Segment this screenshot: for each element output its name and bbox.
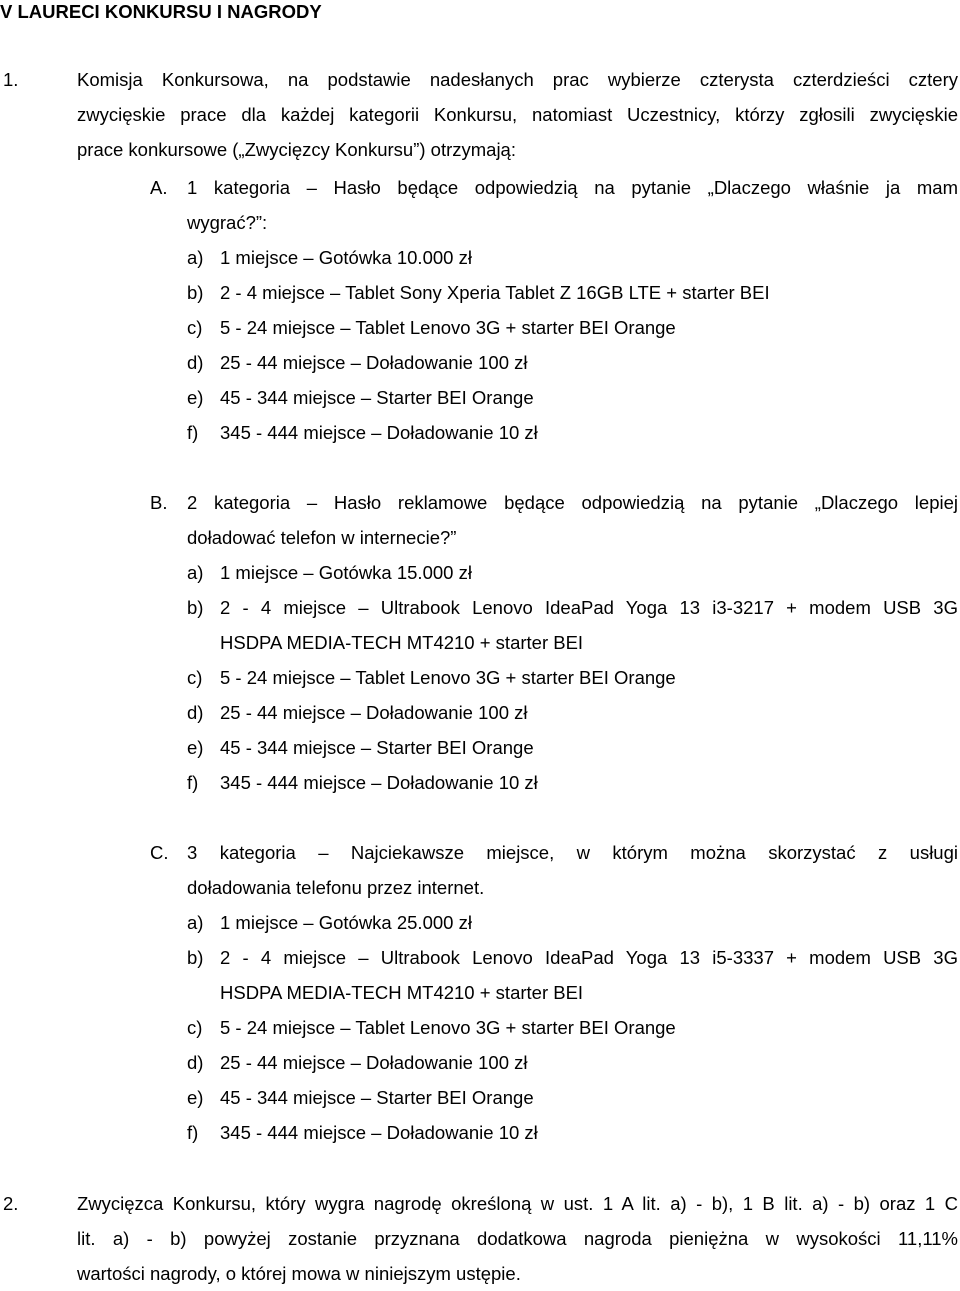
prize-text: 2 - 4 miejsce – Ultrabook Lenovo IdeaPad Yoga 13 i5-3337 + modem USB 3G [220,947,958,968]
prize-item [187,905,958,940]
category-heading-line: 2 kategoria – Hasło reklamowe będące odpowiedzią na pytanie „Dlaczego lepiej [187,492,958,513]
prize-text: 25 - 44 miejsce – Doładowanie 100 zł [220,1052,528,1073]
category-letter: B. [150,492,168,513]
prize-text: 45 - 344 miejsce – Starter BEI Orange [220,387,534,408]
prize-label: a) [187,562,204,583]
prize-label: a) [187,247,204,268]
prize-label: f) [187,1122,199,1143]
prize-item [187,345,958,380]
prize-label: e) [187,1087,204,1108]
paragraph-number: 2. [3,1193,19,1214]
paragraph-line: prace konkursowe („Zwycięzcy Konkursu”) otrzymają: [77,139,516,160]
prize-label: b) [187,947,204,968]
prize-item [187,940,958,1010]
prize-text: 25 - 44 miejsce – Doładowanie 100 zł [220,702,528,723]
paragraph-body [77,1186,958,1291]
prize-text-continued: HSDPA MEDIA-TECH MT4210 + starter BEI [220,632,584,653]
prize-item [187,1010,958,1045]
category-a [150,170,958,450]
paragraph-line: Komisja Konkursowa, na podstawie nadesłanych prac wybierze czterysta czterdzieści cztery [77,69,958,90]
prize-label: b) [187,282,204,303]
category-heading [187,835,958,905]
prize-item [187,1080,958,1115]
prize-list [187,905,958,1150]
prize-label: f) [187,422,199,443]
prize-text: 2 - 4 miejsce – Tablet Sony Xperia Tablet Z 16GB LTE + starter BEI [220,282,770,303]
prize-label: f) [187,772,199,793]
category-heading-line: doładowania telefonu przez internet. [187,877,485,898]
prize-text: 5 - 24 miejsce – Tablet Lenovo 3G + starter BEI Orange [220,317,676,338]
prize-text: 1 miejsce – Gotówka 25.000 zł [220,912,472,933]
prize-item [187,1115,958,1150]
category-heading [187,170,958,240]
prize-item [187,765,958,800]
paragraph-number: 1. [3,69,19,90]
category-heading-line: 1 kategoria – Hasło będące odpowiedzią na pytanie „Dlaczego właśnie ja mam [187,177,958,198]
category-letter: A. [150,177,168,198]
prize-item [187,590,958,660]
prize-label: d) [187,1052,204,1073]
category-heading [187,485,958,555]
prize-item [187,1045,958,1080]
prize-list [187,555,958,800]
category-c [150,835,958,1150]
prize-label: c) [187,1017,203,1038]
prize-text: 25 - 44 miejsce – Doładowanie 100 zł [220,352,528,373]
category-letter: C. [150,842,169,863]
prize-label: e) [187,737,204,758]
prize-label: d) [187,702,204,723]
prize-item [187,240,958,275]
paragraph-line: wartości nagrody, o której mowa w niniejszym ustępie. [77,1263,521,1284]
prize-text: 2 - 4 miejsce – Ultrabook Lenovo IdeaPad Yoga 13 i3-3217 + modem USB 3G [220,597,958,618]
category-heading-line: doładować telefon w internecie?” [187,527,457,548]
prize-item [187,555,958,590]
prize-text: 1 miejsce – Gotówka 10.000 zł [220,247,472,268]
prize-label: d) [187,352,204,373]
prize-text: 45 - 344 miejsce – Starter BEI Orange [220,737,534,758]
prize-label: e) [187,387,204,408]
prize-text: 45 - 344 miejsce – Starter BEI Orange [220,1087,534,1108]
prize-text: 5 - 24 miejsce – Tablet Lenovo 3G + starter BEI Orange [220,667,676,688]
prize-text: 345 - 444 miejsce – Doładowanie 10 zł [220,772,538,793]
prize-item [187,730,958,765]
paragraph-line: zwycięskie prace dla każdej kategorii Konkursu, natomiast Uczestnicy, którzy zgłosili zwycięskie [77,104,958,125]
prize-text-continued: HSDPA MEDIA-TECH MT4210 + starter BEI [220,982,584,1003]
prize-item [187,275,958,310]
category-b [150,485,958,800]
paragraph-1 [0,62,958,167]
paragraph-line: Zwycięzca Konkursu, który wygra nagrodę określoną w ust. 1 A lit. a) - b), 1 B lit. a) - b) oraz 1 C [77,1193,958,1214]
prize-item [187,415,958,450]
prize-label: b) [187,597,204,618]
prize-text: 5 - 24 miejsce – Tablet Lenovo 3G + starter BEI Orange [220,1017,676,1038]
prize-list [187,240,958,450]
paragraph-body [77,62,958,167]
prize-text: 345 - 444 miejsce – Doładowanie 10 zł [220,1122,538,1143]
prize-item [187,380,958,415]
prize-item [187,660,958,695]
paragraph-line: lit. a) - b) powyżej zostanie przyznana dodatkowa nagroda pieniężna w wysokości 11,11% [77,1228,958,1249]
prize-text: 345 - 444 miejsce – Doładowanie 10 zł [220,422,538,443]
prize-item [187,310,958,345]
category-heading-line: 3 kategoria – Najciekawsze miejsce, w którym można skorzystać z usługi [187,842,958,863]
prize-label: a) [187,912,204,933]
category-heading-line: wygrać?”: [187,212,268,233]
prize-text: 1 miejsce – Gotówka 15.000 zł [220,562,472,583]
prize-item [187,695,958,730]
section-heading: V LAURECI KONKURSU I NAGRODY [0,1,322,22]
paragraph-2 [0,1186,958,1291]
prize-label: c) [187,667,203,688]
prize-label: c) [187,317,203,338]
